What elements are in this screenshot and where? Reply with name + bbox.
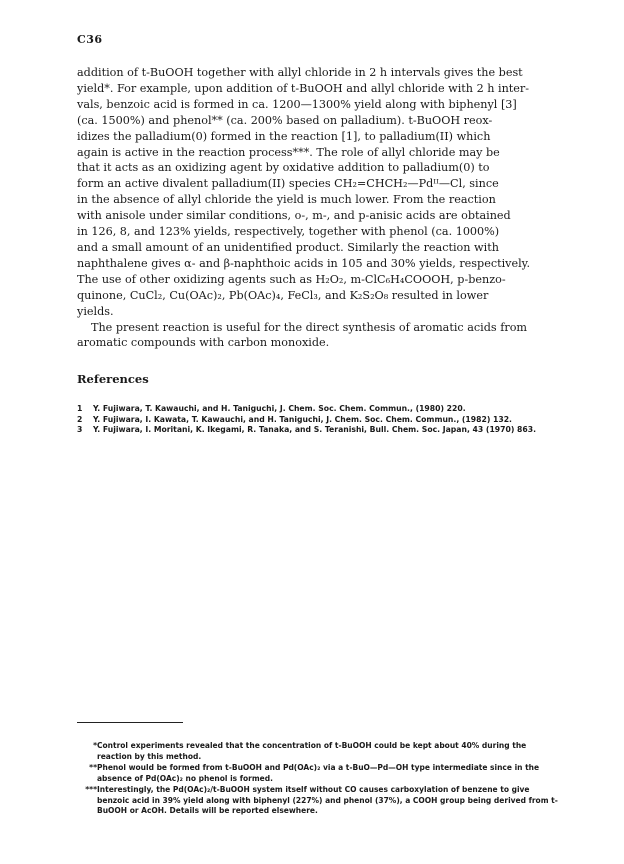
body-line: quinone, CuCl₂, Cu(OAc)₂, Pb(OAc)₄, FeCl₃, and K₂S₂O₈ resulted in lower [77,288,489,302]
footnotes [81,741,561,817]
body-line: naphthalene gives α- and β-naphthoic acids in 105 and 30% yields, respectively. [77,256,531,270]
reference-item [77,404,572,415]
body-line: with anisole under similar conditions, o-, m-, and p-anisic acids are obtained [77,209,511,223]
footnote [81,763,561,785]
reference-item [77,425,572,436]
page-number: C36 [77,33,103,46]
footnote-text: Phenol would be formed from t-BuOOH and Pd(OAc)₂ via a t-BuO—Pd—OH type intermediate since in the absence of Pd(OAc)₂ no phenol is formed. [97,762,540,783]
body-line: The use of other oxidizing agents such as H₂O₂, m-ClC₆H₄COOOH, p-benzo- [77,272,506,286]
body-line: and a small amount of an unidentified product. Similarly the reaction with [77,240,499,254]
body-line: in the absence of allyl chloride the yield is much lower. From the reaction [77,193,496,207]
body-line: idizes the palladium(0) formed in the reaction [1], to palladium(II) which [77,129,491,143]
references-heading: References [77,372,149,386]
body-line: (ca. 1500%) and phenol** (ca. 200% based on palladium). t-BuOOH reox- [77,113,493,127]
body-line: again is active in the reaction process***. The role of allyl chloride may be [77,145,500,159]
body-line: The present reaction is useful for the direct synthesis of aromatic acids from [91,320,528,334]
reference-item [77,415,572,426]
body-line: yields. [77,304,114,318]
footnote-divider [77,722,183,723]
reference-text: Y. Fujiwara, I. Kawata, T. Kawauchi, and H. Taniguchi, J. Chem. Soc. Chem. Commun., (1982) 132. [93,414,512,424]
footnote [81,741,561,763]
body-line: in 126, 8, and 123% yields, respectively, together with phenol (ca. 1000%) [77,225,500,239]
body-line: aromatic compounds with carbon monoxide. [77,336,330,350]
footnote-mark: * [93,741,97,750]
reference-number: 3 [77,425,83,435]
footnote-text: Interestingly, the Pd(OAc)₂/t-BuOOH system itself without CO causes carboxylation of benzene to give benzoic acid in 39% yield along with biphenyl (227%) and phenol (37%), a COOH group being derived from t-BuOOH or AcOH. Details will be reported elsewhere. [97,784,558,816]
footnote-mark: *** [85,784,97,794]
reference-list [77,404,572,436]
body-line: yield*. For example, upon addition of t-BuOOH and allyl chloride with 2 h inter- [77,81,530,95]
reference-number: 2 [77,414,83,424]
footnote [81,785,561,818]
footnote-mark: ** [89,762,97,772]
body-line: vals, benzoic acid is formed in ca. 1200—1300% yield along with biphenyl [3] [77,97,517,111]
reference-number: 1 [77,404,83,413]
body-text [77,65,565,351]
footnote-text: Control experiments revealed that the concentration of t-BuOOH could be kept about 40% during the reaction by this method. [97,741,527,761]
reference-text: Y. Fujiwara, I. Moritani, K. Ikegami, R. Tanaka, and S. Teranishi, Bull. Chem. Soc. Japan, 43 (1970) 863. [93,425,536,435]
body-line: addition of t-BuOOH together with allyl chloride in 2 h intervals gives the best [77,66,523,79]
body-line: form an active divalent palladium(II) species CH₂=CHCH₂—Pdᴵᴵ—Cl, since [77,177,499,191]
reference-text: Y. Fujiwara, T. Kawauchi, and H. Taniguchi, J. Chem. Soc. Chem. Commun., (1980) 220. [93,404,466,413]
body-line: that it acts as an oxidizing agent by oxidative addition to palladium(0) to [77,161,490,175]
